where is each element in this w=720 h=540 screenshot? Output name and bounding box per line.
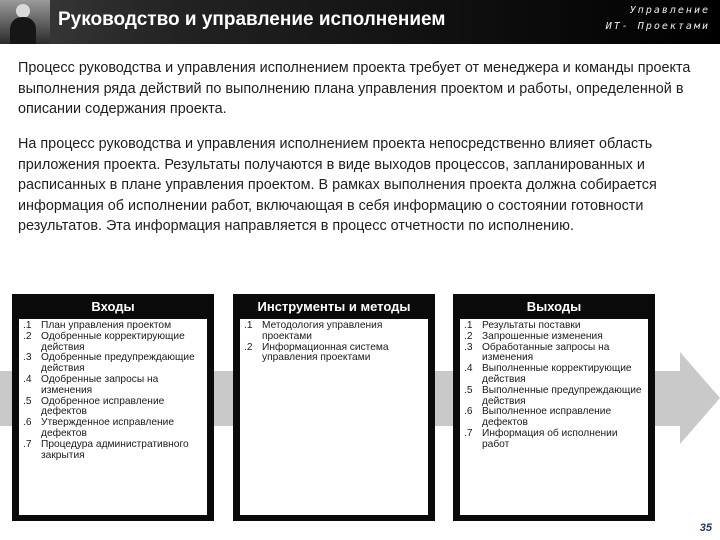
- photo-torso: [10, 17, 36, 44]
- page-number: 35: [699, 522, 712, 534]
- item-text: План управления проектом: [41, 320, 172, 331]
- inputs-title: Входы: [91, 299, 135, 314]
- item-text: Результаты поставки: [482, 320, 581, 331]
- list-item: [23, 397, 203, 419]
- list-item: [244, 321, 424, 343]
- list-item: [464, 407, 644, 429]
- item-text: Запрошенные изменения: [482, 330, 603, 342]
- inputs-list: [19, 319, 207, 461]
- item-text: Процедура административного закрытия: [41, 438, 189, 461]
- item-number: .1: [23, 320, 32, 331]
- tools-list: [240, 319, 428, 364]
- item-number: .7: [23, 438, 32, 450]
- item-number: .7: [464, 427, 473, 439]
- outputs-body: [460, 319, 648, 515]
- list-item: [23, 332, 203, 354]
- brand-line-2: ИТ- Проектами: [605, 21, 710, 32]
- list-item: [23, 375, 203, 397]
- item-text: Выполненное исправление дефектов: [482, 406, 612, 429]
- item-text: Информационная система управления проектами: [262, 341, 389, 364]
- process-arrow-head: [680, 352, 720, 444]
- list-item: [464, 332, 644, 343]
- item-number: .4: [23, 373, 32, 385]
- list-item: [23, 353, 203, 375]
- item-number: .5: [23, 395, 32, 407]
- slide-title: Руководство и управление исполнением: [58, 9, 446, 30]
- inputs-body: [19, 319, 207, 515]
- item-text: Одобренные запросы на изменения: [41, 373, 159, 396]
- item-number: .6: [23, 417, 32, 429]
- brand-line-1: Управление: [629, 5, 710, 16]
- item-number: .6: [464, 406, 473, 418]
- item-text: Методология управления проектами: [262, 320, 383, 342]
- paragraph-2: На процесс руководства и управления исполнением проекта непосредственно влияет область приложения проекта. Результаты получаются в виде выходов процессов, запланированных и расписанных в плане управления проектом. В рамках выполнения проекта должна собирается информация об исполнении работ, включающая в себя информацию о состоянии готовности результатов. Эта информация направляется в процесс отчетности по исполнению.: [18, 136, 657, 234]
- item-text: Обработанные запросы на изменения: [482, 341, 610, 364]
- brand-label: [605, 3, 710, 35]
- item-text: Утвержденное исправление дефектов: [41, 417, 175, 439]
- list-item: [23, 440, 203, 462]
- list-item: [464, 429, 644, 451]
- tools-box: [233, 294, 435, 521]
- item-text: Выполненные корректирующие действия: [482, 363, 632, 385]
- inputs-box: [12, 294, 214, 521]
- list-item: [464, 386, 644, 408]
- item-number: .3: [464, 341, 473, 353]
- title-bar: [0, 0, 720, 44]
- outputs-list: [460, 319, 648, 451]
- outputs-title: Выходы: [526, 299, 582, 314]
- item-number: .1: [464, 320, 473, 331]
- photo-head: [16, 4, 30, 18]
- list-item: [464, 343, 644, 365]
- paragraph-1: Процесс руководства и управления исполнением проекта требует от менеджера и команды проекта выполнения ряда действий по выполнению плана управления проектом и работы, определенной в описании содержания проекта.: [18, 60, 691, 117]
- item-number: .2: [244, 341, 253, 353]
- item-number: .5: [464, 384, 473, 396]
- outputs-box: [453, 294, 655, 521]
- item-text: Одобренные предупреждающие действия: [41, 352, 195, 375]
- item-number: .1: [244, 320, 253, 331]
- presenter-photo: [0, 0, 50, 44]
- list-item: [244, 343, 424, 365]
- item-number: .2: [23, 330, 32, 342]
- tools-title: Инструменты и методы: [257, 299, 411, 314]
- item-text: Одобренное исправление дефектов: [41, 395, 165, 418]
- item-number: .2: [464, 330, 473, 342]
- item-text: Выполненные предупреждающие действия: [482, 384, 642, 407]
- item-text: Информация об исполнении работ: [482, 427, 618, 450]
- list-item: [464, 364, 644, 386]
- item-text: Одобренные корректирующие действия: [41, 330, 185, 353]
- item-number: .4: [464, 363, 473, 375]
- tools-body: [240, 319, 428, 515]
- item-number: .3: [23, 352, 32, 364]
- list-item: [23, 418, 203, 440]
